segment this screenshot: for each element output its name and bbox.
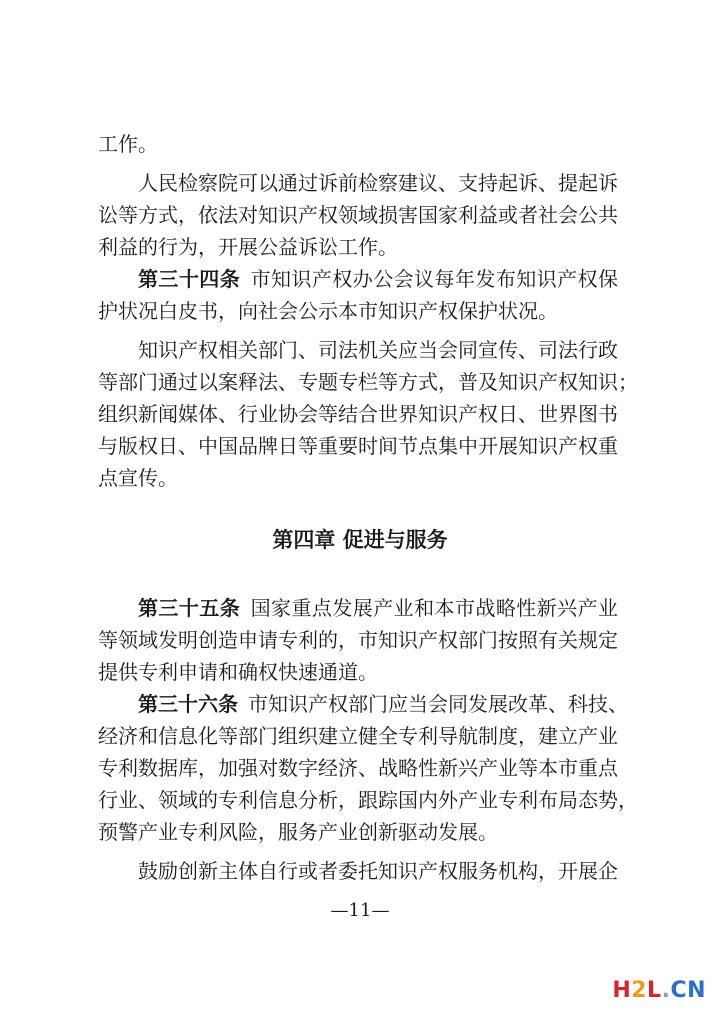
article-34-line: 第三十四条 市知识产权办公会议每年发布知识产权保 bbox=[138, 267, 619, 291]
paragraph-line: 行业、领域的专利信息分析，跟踪国内外产业专利布局态势， bbox=[98, 788, 638, 812]
paragraph-line: 讼等方式，依法对知识产权领域损害国家利益或者社会公共 bbox=[98, 203, 618, 227]
paragraph-line: 人民检察院可以通过诉前检察建议、支持起诉、提起诉 bbox=[138, 171, 618, 195]
paragraph-line: 工作。 bbox=[98, 132, 158, 156]
paragraph-line: 护状况白皮书，向社会公示本市知识产权保护状况。 bbox=[98, 299, 558, 323]
paragraph-line: 预警产业专利风险，服务产业创新驱动发展。 bbox=[98, 820, 498, 844]
article-36-line: 第三十六条 市知识产权部门应当会同发展改革、科技、 bbox=[138, 692, 628, 716]
chapter-title: 第四章 促进与服务 bbox=[272, 528, 448, 552]
paragraph-line: 点宣传。 bbox=[98, 466, 178, 490]
paragraph-line: 提供专利申请和确权快速通道。 bbox=[98, 660, 378, 684]
paragraph-line: 等部门通过以案释法、专题专栏等方式，普及知识产权知识； bbox=[98, 370, 638, 394]
site-logo: H2L.CN bbox=[612, 978, 706, 1003]
article-35-line: 第三十五条 国家重点发展产业和本市战略性新兴产业 bbox=[138, 596, 619, 620]
paragraph-line: 与版权日、中国品牌日等重要时间节点集中开展知识产权重 bbox=[98, 434, 618, 458]
paragraph-line: 利益的行为，开展公益诉讼工作。 bbox=[98, 235, 398, 259]
article-number: 第三十六条 bbox=[138, 692, 238, 716]
paragraph-line: 知识产权相关部门、司法机关应当会同宣传、司法行政 bbox=[138, 338, 618, 362]
paragraph-line: 专利数据库，加强对数字经济、战略性新兴产业等本市重点 bbox=[98, 756, 618, 780]
article-number: 第三十五条 bbox=[138, 596, 241, 620]
paragraph-line: 鼓励创新主体自行或者委托知识产权服务机构，开展企 bbox=[138, 859, 618, 883]
article-number: 第三十四条 bbox=[138, 267, 241, 291]
paragraph-line: 经济和信息化等部门组织建立健全专利导航制度，建立产业 bbox=[98, 724, 618, 748]
paragraph-line: 组织新闻媒体、行业协会等结合世界知识产权日、世界图书 bbox=[98, 402, 618, 426]
page-number: —11— bbox=[330, 900, 390, 921]
paragraph-line: 等领域发明创造申请专利的，市知识产权部门按照有关规定 bbox=[98, 628, 618, 652]
